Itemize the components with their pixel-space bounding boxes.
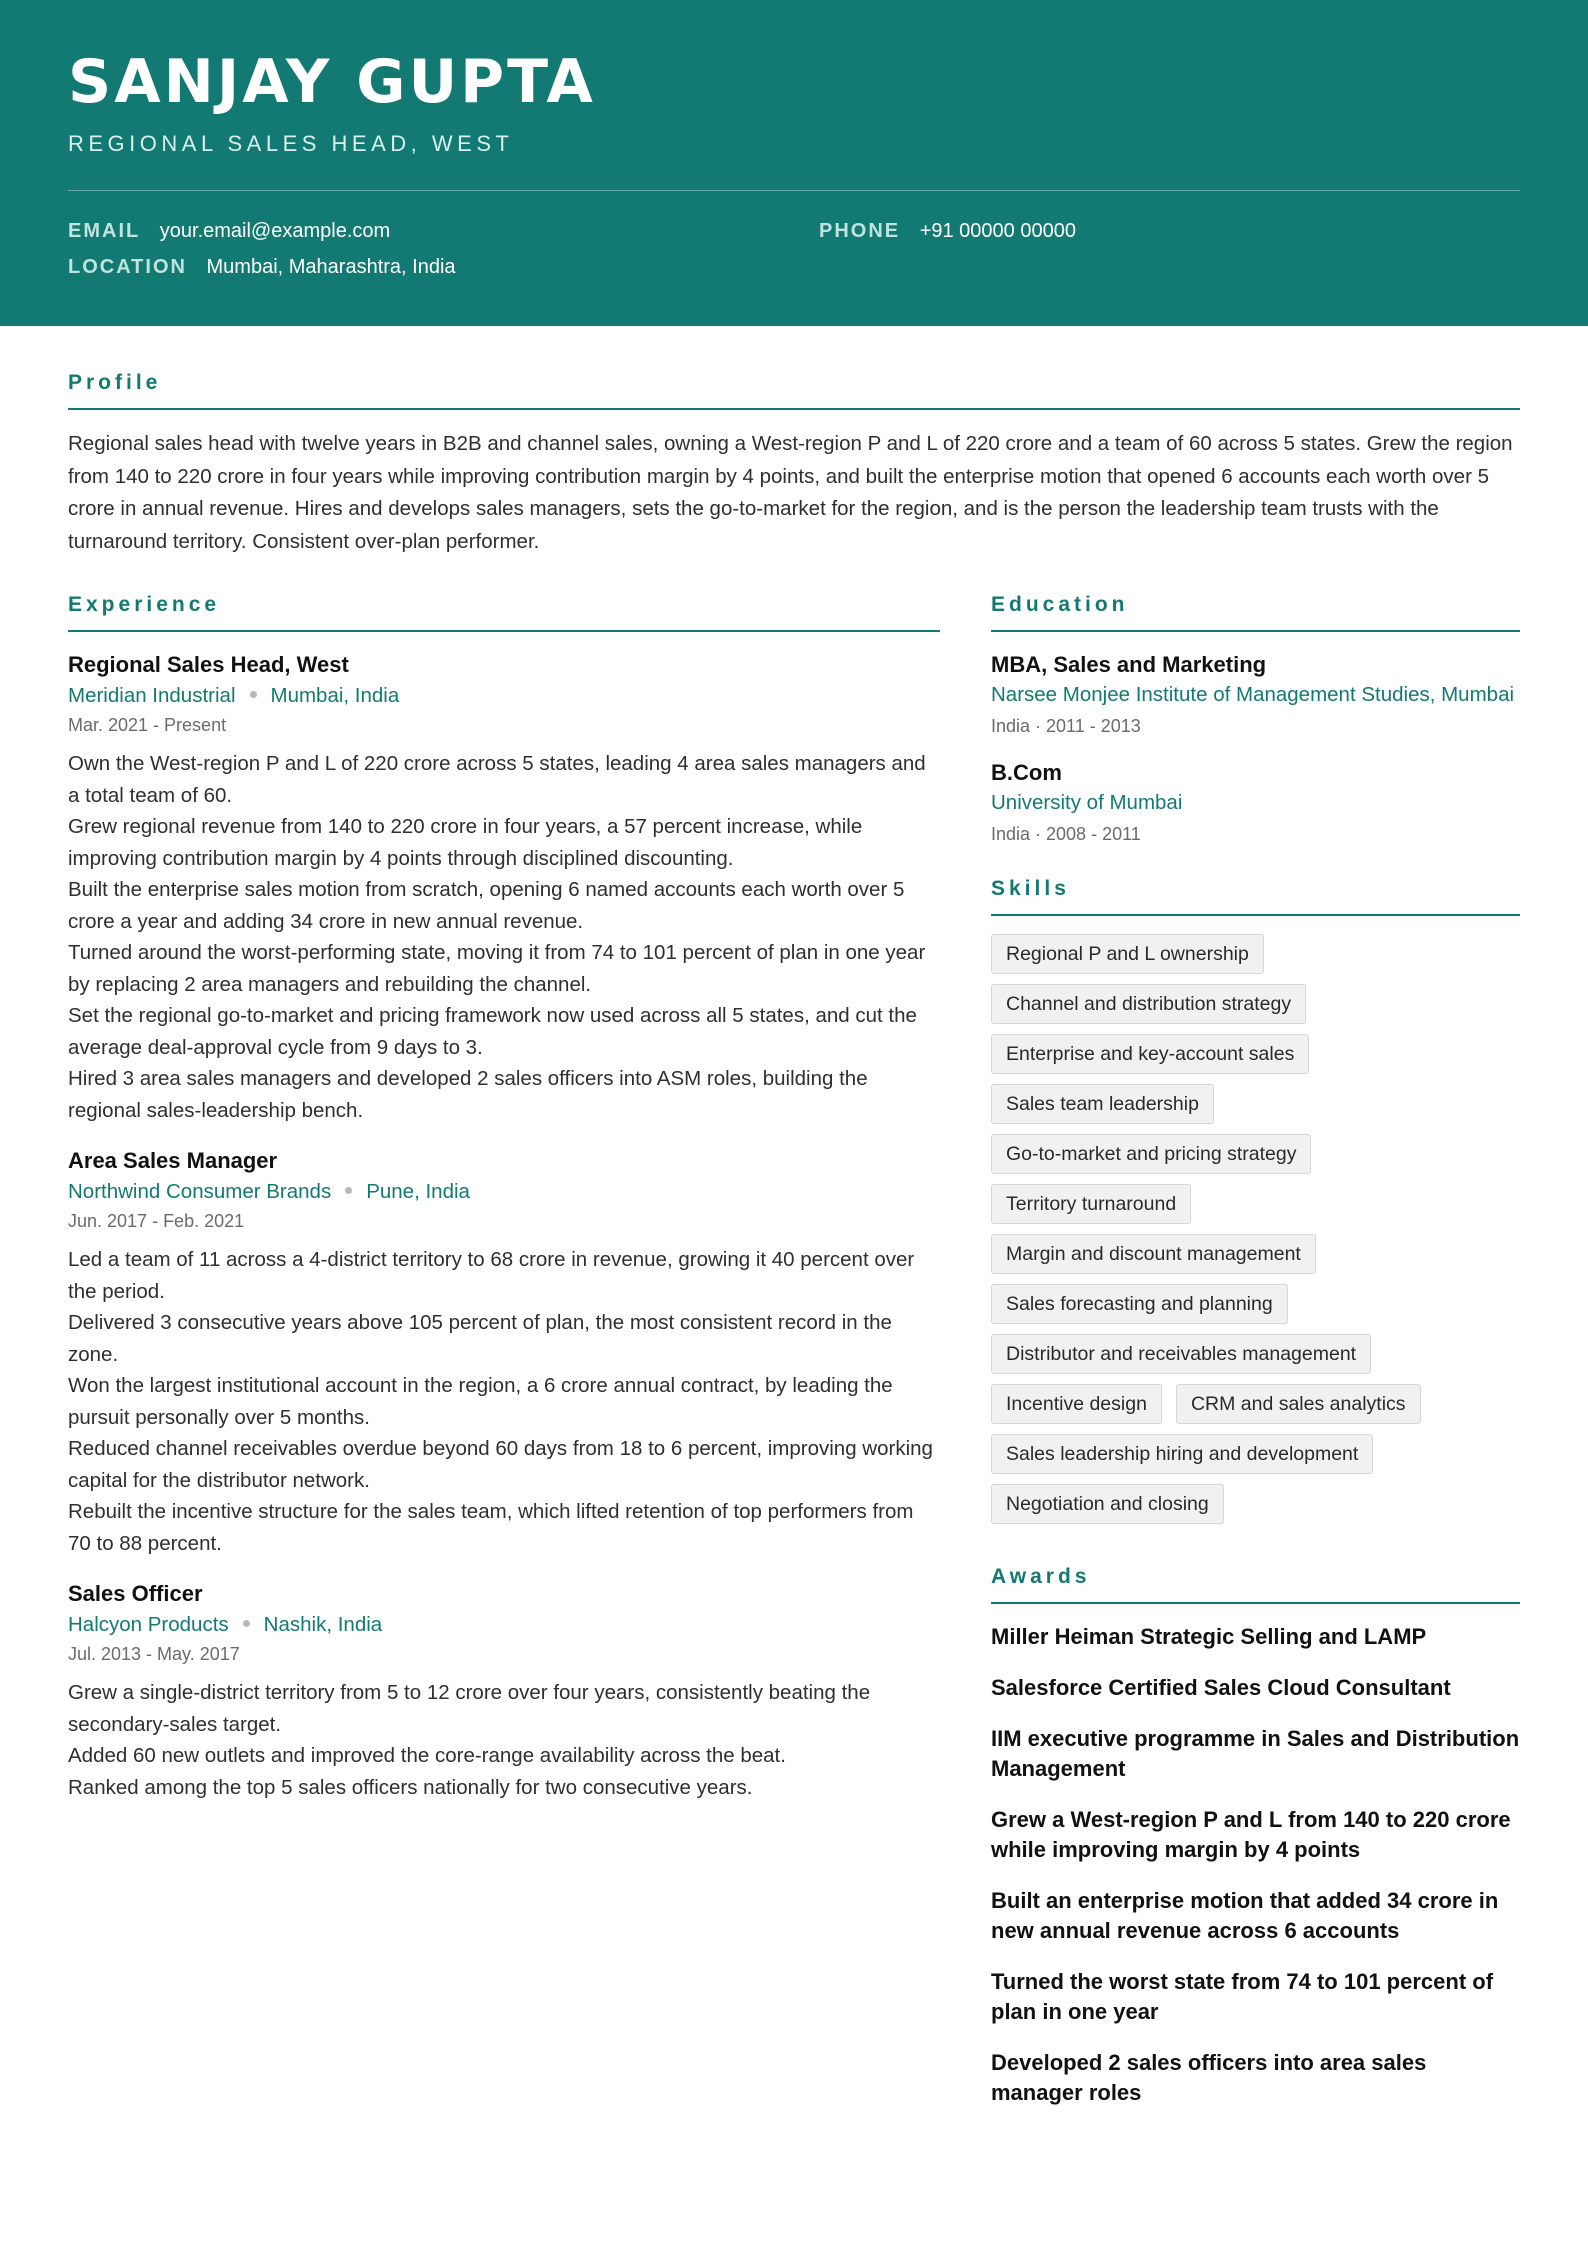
- candidate-name: SANJAY GUPTA: [68, 47, 596, 117]
- job-bullet: Hired 3 area sales managers and developed 2 sales officers into ASM roles, building the regional sales-leadership bench.: [68, 1067, 868, 1122]
- separator-dot: [243, 1620, 250, 1627]
- education-heading: Education: [991, 592, 1520, 632]
- education-section: [991, 592, 1520, 848]
- experience-section: [68, 592, 940, 1823]
- skill-tag: Incentive design: [991, 1384, 1162, 1424]
- job-dates: Jul. 2013 - May. 2017: [68, 1644, 240, 1664]
- resume-header: [0, 0, 1588, 326]
- job-bullet: Led a team of 11 across a 4-district territory to 68 crore in revenue, growing it 40 percent over the period.: [68, 1248, 915, 1303]
- job-location: Nashik, India: [263, 1613, 383, 1636]
- phone-value[interactable]: +91 00000 00000: [919, 220, 1076, 242]
- awards-heading: Awards: [991, 1564, 1520, 1604]
- candidate-role: REGIONAL SALES HEAD, WEST: [68, 131, 514, 156]
- skills-section: [991, 876, 1520, 1524]
- header-divider: [68, 190, 1520, 191]
- experience-heading: Experience: [68, 592, 940, 632]
- phone-label: PHONE: [819, 220, 901, 242]
- skill-tag: Sales leadership hiring and development: [991, 1434, 1373, 1474]
- email-label: EMAIL: [68, 220, 141, 242]
- job-bullet: Ranked among the top 5 sales officers nationally for two consecutive years.: [68, 1775, 753, 1799]
- job-bullet: Rebuilt the incentive structure for the sales team, which lifted retention of top performers from 70 to 88 percent.: [68, 1500, 914, 1555]
- edu-school: University of Mumbai: [991, 791, 1183, 814]
- edu-degree: MBA, Sales and Marketing: [991, 652, 1267, 677]
- location-value: Mumbai, Maharashtra, India: [206, 256, 456, 278]
- skill-tag: Sales forecasting and planning: [991, 1284, 1288, 1324]
- award-item: Miller Heiman Strategic Selling and LAMP: [991, 1624, 1427, 1649]
- awards-section: [991, 1564, 1520, 2108]
- job-bullet: Own the West-region P and L of 220 crore across 5 states, leading 4 area sales managers and a total team of 60.: [68, 752, 926, 807]
- job-dates: Mar. 2021 - Present: [68, 715, 227, 735]
- skill-tag: Channel and distribution strategy: [991, 984, 1306, 1024]
- job-bullet: Won the largest institutional account in the region, a 6 crore annual contract, by leading the pursuit personally over 5 months.: [68, 1374, 893, 1429]
- job-entry: [68, 1146, 940, 1559]
- job-location: Mumbai, India: [270, 684, 400, 707]
- job-dates: Jun. 2017 - Feb. 2021: [68, 1211, 245, 1231]
- education-entry: [991, 758, 1520, 848]
- job-meta: [68, 1609, 940, 1641]
- job-title: Regional Sales Head, West: [68, 652, 349, 677]
- award-item: Turned the worst state from 74 to 101 percent of plan in one year: [991, 1969, 1494, 2024]
- job-title: Area Sales Manager: [68, 1148, 278, 1173]
- skill-tag: Regional P and L ownership: [991, 934, 1264, 974]
- profile-summary: Regional sales head with twelve years in B2B and channel sales, owning a West-region P and L of 220 crore and a team of 60 across 5 states. Grew the region from 140 to 220 crore in four years while improving contribution margin by 4 points, and built the enterprise motion that opened 6 accounts each worth over 5 crore in annual revenue. Hires and develops sales managers, sets the go-to-market for the region, and is the person the leadership team trusts with the turnaround territory. Consistent over-plan performer.: [68, 432, 1513, 553]
- job-company: Halcyon Products: [68, 1613, 229, 1636]
- skill-tag: Go-to-market and pricing strategy: [991, 1134, 1311, 1174]
- job-bullet: Grew a single-district territory from 5 to 12 crore over four years, consistently beating the secondary-sales target.: [68, 1681, 871, 1736]
- edu-meta: India · 2008 - 2011: [991, 824, 1141, 844]
- award-item: Built an enterprise motion that added 34 crore in new annual revenue across 6 accounts: [991, 1888, 1499, 1943]
- job-bullet: Reduced channel receivables overdue beyond 60 days from 18 to 6 percent, improving working capital for the distributor network.: [68, 1437, 933, 1492]
- skill-tag: Sales team leadership: [991, 1084, 1214, 1124]
- award-item: IIM executive programme in Sales and Distribution Management: [991, 1726, 1520, 1781]
- award-item: Salesforce Certified Sales Cloud Consultant: [991, 1675, 1451, 1700]
- skills-list: [991, 934, 1520, 1524]
- profile-section: [68, 370, 1520, 558]
- contact-email: [68, 218, 390, 244]
- job-company: Meridian Industrial: [68, 684, 236, 707]
- job-company: Northwind Consumer Brands: [68, 1180, 332, 1203]
- job-entry: [68, 1579, 940, 1803]
- profile-heading: Profile: [68, 370, 1520, 410]
- sidebar-column: [991, 592, 1520, 2129]
- award-item: Grew a West-region P and L from 140 to 220 crore while improving margin by 4 points: [991, 1807, 1511, 1862]
- job-bullet: Built the enterprise sales motion from scratch, opening 6 named accounts each worth over 5 crore a year and adding 34 crore in new annual revenue.: [68, 878, 905, 933]
- job-bullet: Grew regional revenue from 140 to 220 crore in four years, a 57 percent increase, while improving contribution margin by 4 points through disciplined discounting.: [68, 815, 863, 870]
- award-item: Developed 2 sales officers into area sales manager roles: [991, 2050, 1427, 2105]
- job-meta: [68, 1176, 940, 1208]
- skill-tag: CRM and sales analytics: [1176, 1384, 1421, 1424]
- edu-meta: India · 2011 - 2013: [991, 716, 1141, 736]
- edu-degree: B.Com: [991, 760, 1062, 785]
- job-bullet: Delivered 3 consecutive years above 105 percent of plan, the most consistent record in the zone.: [68, 1311, 892, 1366]
- skills-heading: Skills: [991, 876, 1520, 916]
- contact-location: [68, 254, 456, 280]
- job-entry: [68, 650, 940, 1126]
- separator-dot: [345, 1187, 352, 1194]
- job-location: Pune, India: [366, 1180, 470, 1203]
- job-title: Sales Officer: [68, 1581, 203, 1606]
- education-entry: [991, 650, 1520, 740]
- job-bullet: Added 60 new outlets and improved the core-range availability across the beat.: [68, 1744, 786, 1767]
- skill-tag: Enterprise and key-account sales: [991, 1034, 1309, 1074]
- email-value[interactable]: your.email@example.com: [159, 220, 391, 242]
- edu-school: Narsee Monjee Institute of Management Studies, Mumbai: [991, 683, 1515, 706]
- job-bullet: Turned around the worst-performing state, moving it from 74 to 101 percent of plan in one year by replacing 2 area managers and rebuilding the channel.: [68, 941, 926, 996]
- separator-dot: [250, 691, 257, 698]
- job-meta: [68, 680, 940, 712]
- contact-phone: [819, 218, 1076, 244]
- skill-tag: Territory turnaround: [991, 1184, 1191, 1224]
- skill-tag: Distributor and receivables management: [991, 1334, 1371, 1374]
- skill-tag: Negotiation and closing: [991, 1484, 1224, 1524]
- skill-tag: Margin and discount management: [991, 1234, 1316, 1274]
- location-label: LOCATION: [68, 256, 187, 278]
- job-bullet: Set the regional go-to-market and pricing framework now used across all 5 states, and cut the average deal-approval cycle from 9 days to 3.: [68, 1004, 917, 1059]
